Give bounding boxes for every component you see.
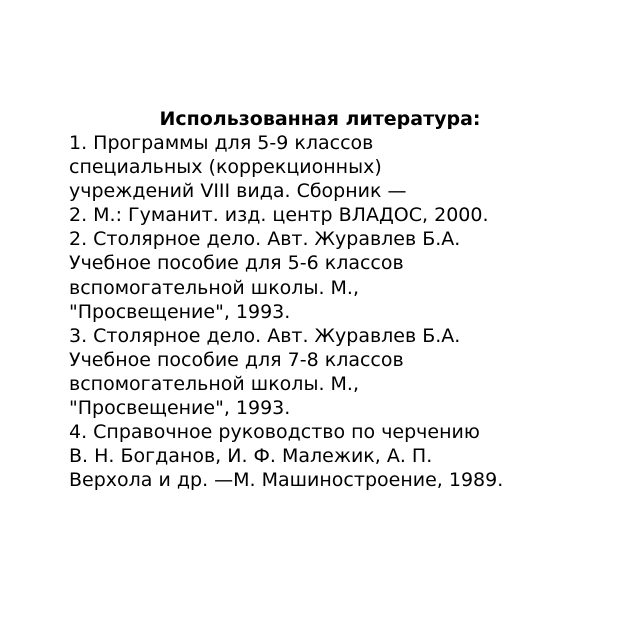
reference-line: учреждений VIII вида. Сборник — <box>69 180 407 203</box>
reference-item-1 <box>69 131 629 227</box>
reference-line: вспомогательной школы. М., <box>69 276 359 299</box>
reference-line: "Просвещение", 1993. <box>69 300 291 323</box>
reference-item-3 <box>69 324 629 420</box>
reference-line: "Просвещение", 1993. <box>69 397 291 420</box>
reference-line: специальных (коррекционных) <box>69 156 382 179</box>
reference-line: 4. Справочное руководство по черчению <box>69 421 480 444</box>
reference-item-2 <box>69 227 629 323</box>
reference-line: 1. Программы для 5-9 классов <box>69 132 374 154</box>
reference-line: вспомогательной школы. М., <box>69 372 359 395</box>
reference-line: Учебное пособие для 5-6 классов <box>69 252 404 275</box>
reference-item-4 <box>69 420 629 492</box>
reference-line: 3. Столярное дело. Авт. Журавлев Б.А. <box>69 324 461 347</box>
reference-list <box>69 131 629 492</box>
reference-line: Учебное пособие для 7-8 классов <box>69 348 404 371</box>
reference-line: 2. Столярное дело. Авт. Журавлев Б.А. <box>69 228 461 251</box>
page-title: Использованная литература: <box>159 108 481 130</box>
reference-line: 2. М.: Гуманит. изд. центр ВЛАДОС, 2000. <box>69 204 489 227</box>
reference-line: В. Н. Богданов, И. Ф. Малежик, А. П. <box>69 445 433 468</box>
reference-line: Верхола и др. —М. Машиностроение, 1989. <box>69 469 504 492</box>
